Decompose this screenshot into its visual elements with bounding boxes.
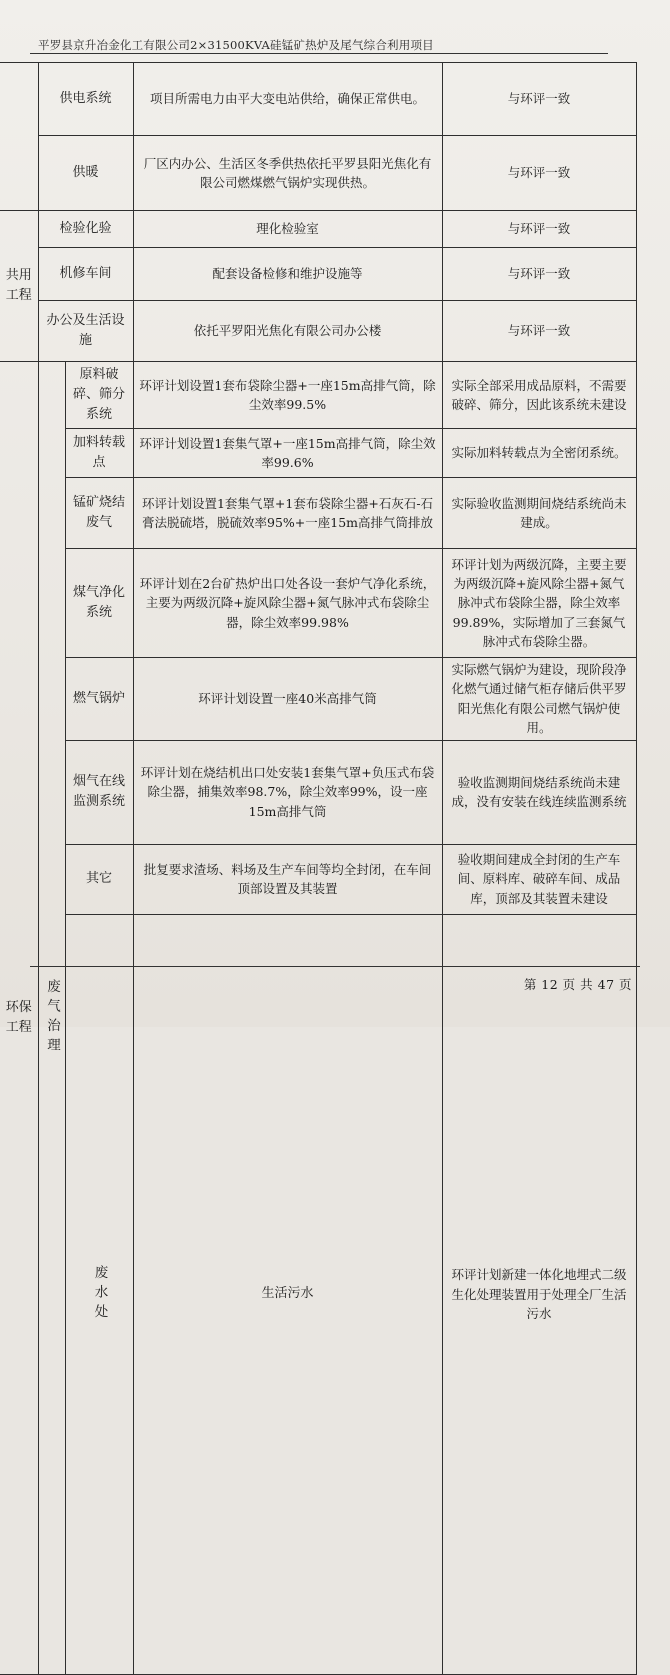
category-shared-engineering: 共用工程 bbox=[0, 211, 38, 362]
planned-cell: 厂区内办公、生活区冬季供热依托平罗县阳光焦化有限公司燃煤燃气锅炉实现供热。 bbox=[133, 136, 442, 211]
header-rule bbox=[30, 53, 608, 54]
actual-cell: 验收期间建成全封闭的生产车间、原料库、破碎车间、成品库，顶部及其装置未建设 bbox=[442, 844, 636, 914]
planned-cell: 环评计划新建一体化地埋式二级生化处理装置用于处理全厂生活污水 bbox=[442, 914, 636, 1675]
actual-cell: 实际全部采用成品原料，不需要破碎、筛分，因此该系统未建设 bbox=[442, 362, 636, 429]
planned-cell: 依托平罗阳光焦化有限公司办公楼 bbox=[133, 301, 442, 362]
planned-cell: 批复要求渣场、料场及生产车间等均全封闭，在车间顶部设置及其装置 bbox=[133, 844, 442, 914]
category-env-protection: 环保工程 bbox=[0, 362, 38, 1675]
subcategory-air-treatment: 废气治理 bbox=[38, 362, 65, 1675]
table-row bbox=[0, 301, 636, 362]
planned-cell: 环评计划在烧结机出口处安装1套集气罩+负压式布袋除尘器，捕集效率98.7%，除尘效率99%，设一座15m高排气筒 bbox=[133, 740, 442, 844]
table-row bbox=[0, 914, 636, 1675]
table-row bbox=[0, 549, 636, 658]
item-cell: 检验化验 bbox=[38, 211, 133, 248]
subcategory-water-treatment: 废水处 bbox=[65, 914, 133, 1675]
document-header: 平罗县京升冶金化工有限公司2×31500KVA硅锰矿热炉及尾气综合利用项目 bbox=[38, 38, 434, 52]
project-comparison-table bbox=[0, 62, 637, 1675]
actual-cell: 与环评一致 bbox=[442, 63, 636, 136]
item-cell: 供暖 bbox=[38, 136, 133, 211]
item-cell: 加料转载点 bbox=[65, 429, 133, 478]
item-cell: 办公及生活设施 bbox=[38, 301, 133, 362]
table-row bbox=[0, 740, 636, 844]
planned-cell: 项目所需电力由平大变电站供给，确保正常供电。 bbox=[133, 63, 442, 136]
page-number: 第 12 页 共 47 页 bbox=[523, 977, 632, 992]
item-cell: 煤气净化系统 bbox=[65, 549, 133, 658]
planned-cell: 理化检验室 bbox=[133, 211, 442, 248]
table-row bbox=[0, 429, 636, 478]
actual-cell: 与环评一致 bbox=[442, 248, 636, 301]
planned-cell: 环评计划设置一座40米高排气筒 bbox=[133, 658, 442, 741]
table-row bbox=[0, 63, 636, 136]
item-cell: 其它 bbox=[65, 844, 133, 914]
table-row bbox=[0, 248, 636, 301]
table-row bbox=[0, 362, 636, 429]
item-cell: 供电系统 bbox=[38, 63, 133, 136]
category-cell-continued bbox=[0, 63, 38, 211]
planned-cell: 环评计划设置1套布袋除尘器+一座15m高排气筒，除尘效率99.5% bbox=[133, 362, 442, 429]
actual-cell: 验收监测期间烧结系统尚未建成，没有安装在线连续监测系统 bbox=[442, 740, 636, 844]
planned-cell: 环评计划设置1套集气罩+一座15m高排气筒，除尘效率99.6% bbox=[133, 429, 442, 478]
item-cell: 燃气锅炉 bbox=[65, 658, 133, 741]
table-row bbox=[0, 844, 636, 914]
planned-cell: 环评计划在2台矿热炉出口处各设一套炉气净化系统，主要为两级沉降+旋风除尘器+氮气脉冲式布袋除尘器，除尘效率99.98% bbox=[133, 549, 442, 658]
planned-cell: 环评计划设置1套集气罩+1套布袋除尘器+石灰石-石膏法脱硫塔，脱硫效率95%+一座15m高排气筒排放 bbox=[133, 478, 442, 549]
item-cell: 机修车间 bbox=[38, 248, 133, 301]
actual-cell: 环评计划为两级沉降，主要主要为两级沉降+旋风除尘器+氮气脉冲式布袋除尘器，除尘效率99.89%，实际增加了三套氮气脉冲式布袋除尘器。 bbox=[442, 549, 636, 658]
footer-rule bbox=[30, 966, 640, 967]
table-row bbox=[0, 211, 636, 248]
actual-cell: 与环评一致 bbox=[442, 136, 636, 211]
actual-cell: 实际验收监测期间烧结系统尚未建成。 bbox=[442, 478, 636, 549]
table-row bbox=[0, 478, 636, 549]
actual-cell: 实际加料转载点为全密闭系统。 bbox=[442, 429, 636, 478]
item-cell: 原料破碎、筛分系统 bbox=[65, 362, 133, 429]
item-cell: 烟气在线监测系统 bbox=[65, 740, 133, 844]
actual-cell: 实际燃气锅炉为建设，现阶段净化燃气通过储气柜存储后供平罗阳光焦化有限公司燃气锅炉使用。 bbox=[442, 658, 636, 741]
actual-cell: 与环评一致 bbox=[442, 301, 636, 362]
item-cell: 锰矿烧结废气 bbox=[65, 478, 133, 549]
table-row bbox=[0, 658, 636, 741]
item-cell: 生活污水 bbox=[133, 914, 442, 1675]
actual-cell: 与环评一致 bbox=[442, 211, 636, 248]
planned-cell: 配套设备检修和维护设施等 bbox=[133, 248, 442, 301]
table-row bbox=[0, 136, 636, 211]
